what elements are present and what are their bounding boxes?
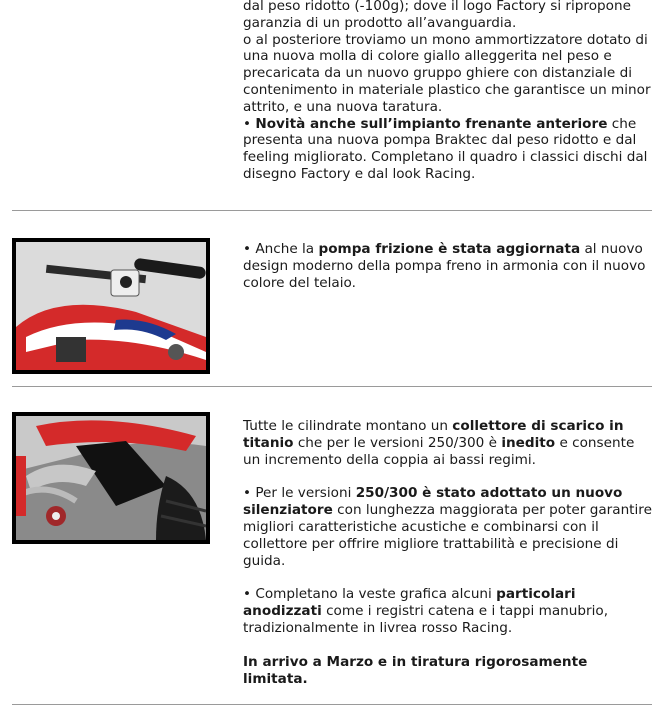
text: con lunghezza maggiorata per poter garantire migliori caratteristiche acustiche e combinarsi con il collettore per offrire migliore trattabilità e precisione di guida. [243,502,652,569]
text: • Per le versioni [243,485,356,502]
text: che per le versioni 250/300 è [293,434,502,451]
text: come i registri catena e i tappi manubrio, tradizionalmente in livrea rosso Racing. [243,603,609,636]
clutch-pump-photo [12,238,210,374]
bold-text: 250/300 è stato adottato un nuovo silenziatore [243,485,623,519]
bold-text: inedito [501,434,556,451]
bold-text: pompa frizione è stata aggiornata [318,241,581,257]
paragraph [243,586,653,636]
paragraph [243,241,653,291]
paragraph [243,485,653,569]
text: e consente un incremento della coppia ai bassi regimi. [243,434,635,468]
divider [12,704,652,705]
divider [12,210,652,211]
section3-text [243,418,653,687]
text: • Completano la veste grafica alcuni [243,586,497,603]
text: che presenta una nuova pompa Braktec dal peso ridotto e dal feeling migliorato. Completano il quadro i classici dischi dal disegno Factory e dal look Racing. [243,115,648,182]
bold-text: particolari anodizzati [243,586,576,620]
exhaust-photo [12,412,210,544]
bullet: • [243,115,256,132]
paragraph: o al posteriore troviamo un mono ammortizzatore dotato di una nuova molla di colore giallo alleggerita nel peso e precaricata da un nuovo gruppo ghiere con distanziale di contenimento in materiale plastico che garantisce un minor attrito, e una nuova taratura. [243,31,651,115]
paragraph [243,418,653,468]
bold-text: In arrivo a Marzo e in tiratura rigorosamente limitata. [243,653,588,687]
section1-text [243,0,653,183]
text: Tutte le cilindrate montano un [243,418,453,434]
bold-text: Novità anche sull’impianto frenante anteriore [255,115,608,132]
bold-text: collettore di scarico in titanio [243,418,624,451]
section2-text [243,241,653,291]
text: • Anche la [243,241,319,257]
closing-note [243,654,653,688]
divider [12,386,652,387]
text: al nuovo design moderno della pompa freno in armonia con il nuovo colore del telaio. [243,241,646,291]
paragraph: dal peso ridotto (-100g); dove il logo Factory si ripropone garanzia di un prodotto all’avanguardia. [243,0,631,31]
paragraph [243,116,653,183]
